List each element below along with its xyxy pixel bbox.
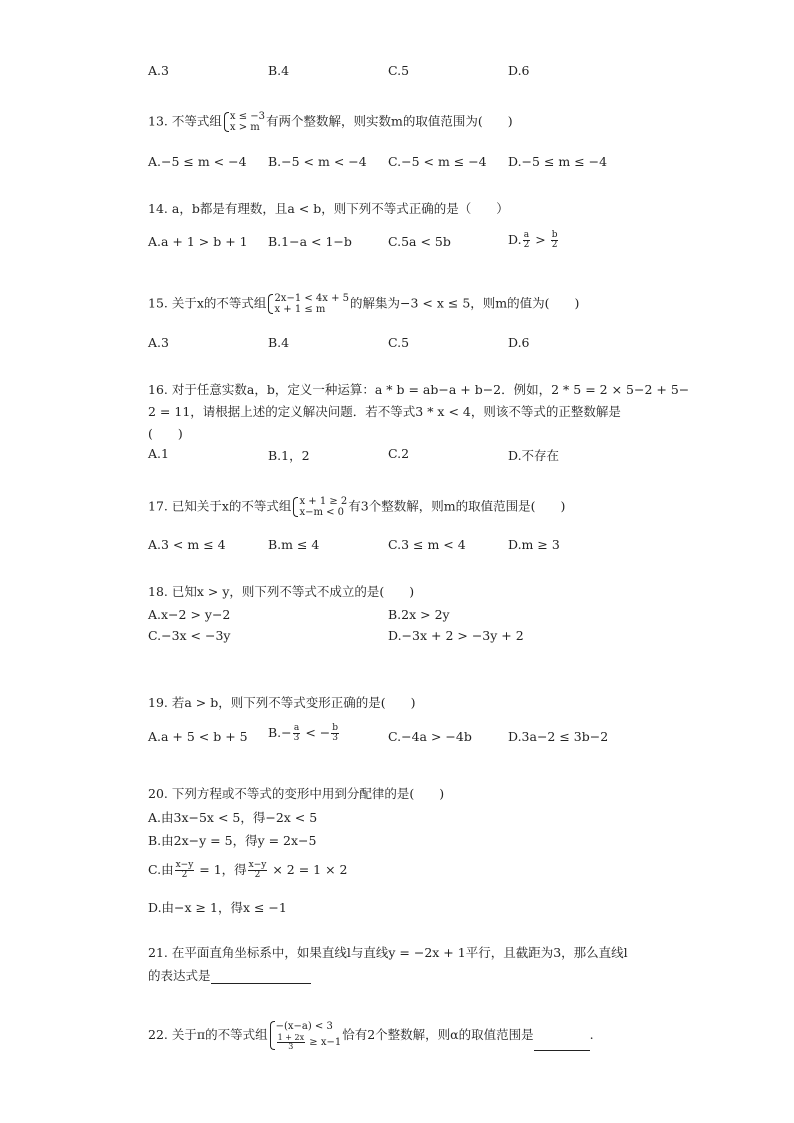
q13-sys-line2: x > m [229,122,260,133]
q16-option-d: D.不存在 [508,448,560,463]
q17-post: 有3个整数解，则m的取值范围是( ) [348,498,566,514]
q20-stem [148,784,444,802]
q17-option-b: B.m ≤ 4 [268,537,320,552]
q18-number: 18. [148,584,168,599]
q14-text: a，b都是有理数，且a < b，则下列不等式正确的是（ ） [171,201,509,216]
q17-sys-line2: x−m < 0 [299,507,345,518]
q19-text: 若a > b，则下列不等式变形正确的是( ) [171,695,416,710]
q18-option-a: A.x−2 > y−2 [148,607,231,622]
q22-sys-line1: −(x−a) < 3 [275,1021,333,1032]
q16-option-b: B.1，2 [268,448,310,463]
q21-stem-line1: 21. 在平面直角坐标系中，如果直线l与直线y = −2x + 1平行，且截距为3，那么直线l [148,945,628,960]
answer-blank[interactable] [211,971,311,984]
fraction: $\frac{a}{2}$ [523,230,530,250]
q13-stem [148,111,513,133]
fraction: $\frac{a}{3}$ [293,723,300,743]
q20-option-d: D.由−x ≥ 1，得x ≤ −1 [148,900,287,915]
q14-stem [148,199,509,217]
q15-option-c: C.5 [388,335,410,350]
q22-pre: 关于π的不等式组 [171,1027,268,1042]
q16-stem-line1: 16. 对于任意实数a，b，定义一种运算：a * b = ab−a + b−2．例如，2 * 5 = 2 × 5−2 + 5− [148,382,690,397]
q22-system [269,1020,342,1051]
q18-option-d: D.−3x + 2 > −3y + 2 [388,628,524,643]
q12-option-b: B.4 [268,63,290,78]
q12-option-c: C.5 [388,63,410,78]
q17-option-d: D.m ≥ 3 [508,537,560,552]
q15-post: 的解集为−3 < x ≤ 5，则m的值为( ) [350,295,580,311]
q12-option-a: A.3 [148,63,169,78]
q19-option-c: C.−4a > −4b [388,729,472,744]
q15-system [267,293,349,315]
q13-option-d: D.−5 ≤ m ≤ −4 [508,154,608,169]
q17-number: 17. [148,498,168,514]
q16-number: 16. [148,382,168,397]
q14-number: 14. [148,201,168,216]
q15-pre: 关于x的不等式组 [171,295,267,311]
q13-post: 有两个整数解，则实数m的取值范围为( ) [266,113,513,129]
q19-option-d: D.3a−2 ≤ 3b−2 [508,729,609,744]
q15-option-d: D.6 [508,335,530,350]
q16-option-a: A.1 [148,446,169,461]
q20-option-a: A.由3x−5x < 5，得−2x < 5 [148,810,318,825]
q22-post: 恰有2个整数解，则α的取值范围是 [342,1027,534,1042]
q17-option-a: A.3 < m ≤ 4 [148,537,226,552]
q14-option-b: B.1−a < 1−b [268,234,352,249]
fraction: $\frac{1 + 2x}{3}$ [277,1033,305,1051]
q13-option-a: A.−5 ≤ m < −4 [148,154,247,169]
q15-number: 15. [148,295,168,311]
q14-option-a: A.a + 1 > b + 1 [148,234,248,249]
q21-number: 21. [148,945,168,960]
q17-option-c: C.3 ≤ m < 4 [388,537,466,552]
q19-option-b: B.− $\frac{a}{3}$ < − $\frac{b}{3}$ [268,723,339,743]
q16-stem-line3: ( ) [148,426,183,441]
q20-option-c: C.由 $\frac{x-y}{2}$ = 1，得 $\frac{x-y}{2}$ × 2 = 1 × 2 [148,860,348,880]
q15-sys-line2: x + 1 ≤ m [274,304,326,315]
q21-stem-line2: 的表达式是 [148,966,311,984]
q20-option-b: B.由2x−y = 5，得y = 2x−5 [148,833,317,848]
fraction: $\frac{b}{2}$ [551,230,558,250]
q17-sys-line1: x + 1 ≥ 2 [299,496,348,507]
q14-option-d: D. $\frac{a}{2}$ > $\frac{b}{2}$ [508,230,558,250]
answer-blank[interactable] [534,1038,590,1051]
q13-option-c: C.−5 < m ≤ −4 [388,154,487,169]
q13-pre: 不等式组 [171,113,222,129]
q13-number: 13. [148,113,168,129]
q15-stem [148,293,579,315]
q15-option-a: A.3 [148,335,169,350]
q16-stem-line2: 2 = 11，请根据上述的定义解决问题．若不等式3 * x < 4，则该不等式的正整数解是 [148,404,621,419]
q19-stem [148,693,416,711]
q14-option-c: C.5a < 5b [388,234,451,249]
fraction: $\frac{x-y}{2}$ [248,860,267,880]
q13-system [223,111,265,133]
q17-pre: 已知关于x的不等式组 [171,498,292,514]
q18-option-b: B.2x > 2y [388,607,450,622]
q18-text: 已知x > y，则下列不等式不成立的是( ) [171,584,415,599]
q18-stem [148,582,414,600]
q20-text: 下列方程或不等式的变形中用到分配律的是( ) [171,786,445,801]
q12-option-d: D.6 [508,63,530,78]
q13-option-b: B.−5 < m < −4 [268,154,367,169]
q22-stem: 22. 关于π的不等式组 −(x−a) < 3 $\frac{1 + 2x}{3}$ ≥ x−1 恰有2个整数解，则α的取值范围是 . [148,1021,594,1051]
q18-option-c: C.−3x < −3y [148,628,231,643]
q22-number: 22. [148,1027,168,1042]
q15-option-b: B.4 [268,335,290,350]
q15-sys-line1: 2x−1 < 4x + 5 [274,293,350,304]
q13-sys-line1: x ≤ −3 [229,111,266,122]
q22-sys-line2: $\frac{1 + 2x}{3}$ ≥ x−1 [277,1033,342,1051]
q20-number: 20. [148,786,168,801]
q19-option-a: A.a + 5 < b + 5 [148,729,248,744]
q17-stem [148,496,565,518]
fraction: $\frac{x-y}{2}$ [175,860,194,880]
fraction: $\frac{b}{3}$ [332,723,339,743]
q16-option-c: C.2 [388,446,410,461]
q17-system [292,496,347,518]
q19-number: 19. [148,695,168,710]
